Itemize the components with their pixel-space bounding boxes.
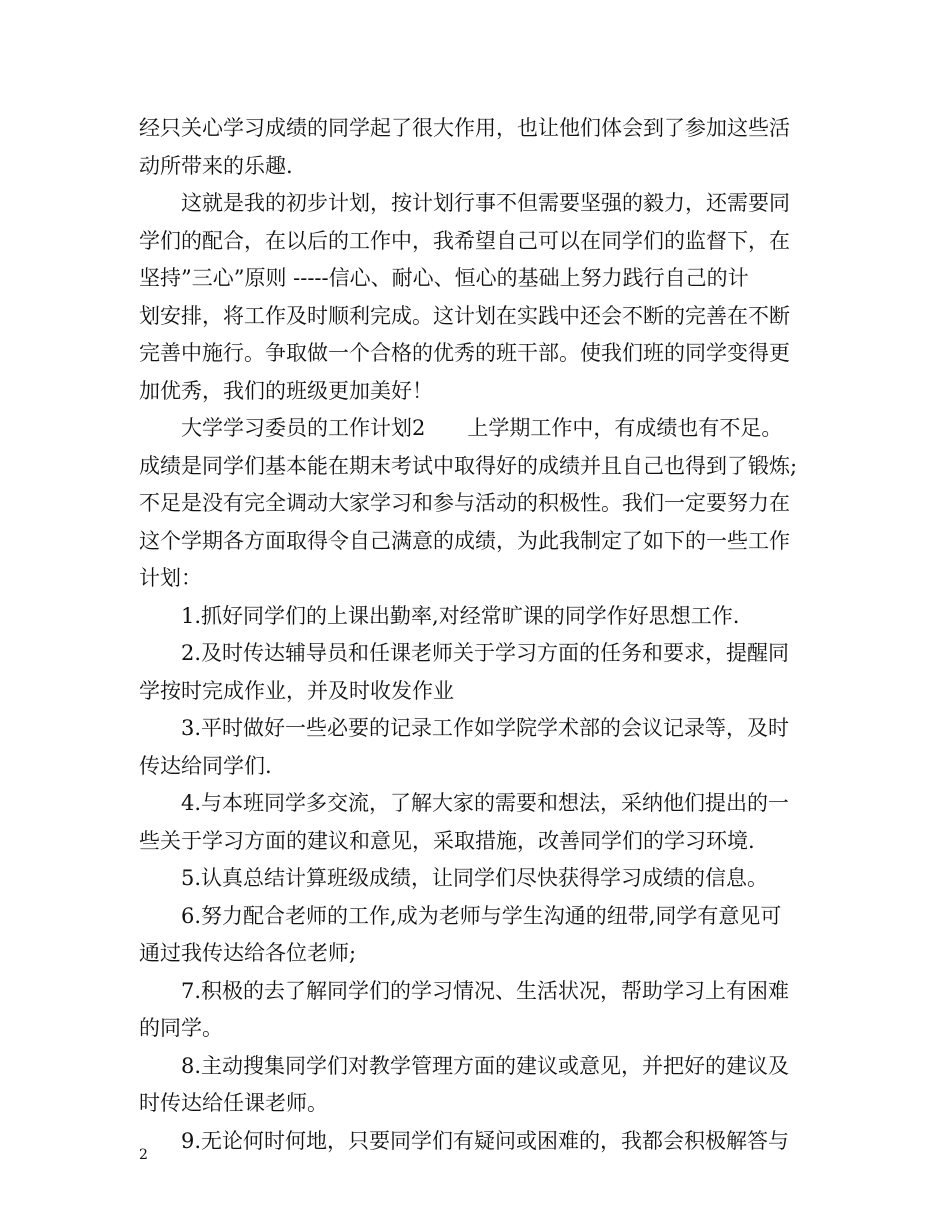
- text-line: 7.积极的去了解同学们的学习情况、生活状况，帮助学习上有困难: [181, 978, 790, 1003]
- text-line: 计划：: [139, 566, 202, 590]
- text-line: 6.努力配合老师的工作,成为老师与学生沟通的纽带,同学有意见可: [181, 903, 782, 928]
- text-line: 4.与本班同学多交流，了解大家的需要和想法，采纳他们提出的一: [181, 791, 790, 815]
- page-number: 2: [139, 1147, 148, 1163]
- text-line: 时传达给任课老师。: [139, 1091, 328, 1115]
- text-line: 8.主动搜集同学们对教学管理方面的建议或意见，并把好的建议及: [181, 1053, 790, 1078]
- text-line: 5.认真总结计算班级成绩，让同学们尽快获得学习成绩的信息。: [181, 866, 769, 890]
- text-line: 加优秀，我们的班级更加美好！: [139, 378, 433, 403]
- text-line: 些关于学习方面的建议和意见，采取措施，改善同学们的学习环境.: [139, 828, 755, 853]
- text-line: 学们的配合，在以后的工作中，我希望自己可以在同学们的监督下，在: [139, 228, 790, 253]
- text-line: 完善中施行。争取做一个合格的优秀的班干部。使我们班的同学变得更: [139, 341, 790, 365]
- document-body: [139, 110, 819, 1160]
- text-line: 3.平时做好一些必要的记录工作如学院学术部的会议记录等，及时: [181, 716, 790, 740]
- text-line: 通过我传达给各位老师;: [139, 941, 357, 965]
- text-line: 2.及时传达辅导员和任课老师关于学习方面的任务和要求，提醒同: [181, 641, 790, 665]
- text-line: 动所带来的乐趣.: [139, 153, 293, 178]
- text-line: 划安排，将工作及时顺利完成。这计划在实践中还会不断的完善在不断: [139, 303, 790, 328]
- text-line: 学按时完成作业，并及时收发作业: [139, 678, 454, 703]
- text-line: 传达给同学们.: [139, 753, 272, 778]
- text-line: 不足是没有完全调动大家学习和参与活动的积极性。我们一定要努力在: [139, 491, 790, 515]
- text-line: 的同学。: [139, 1016, 223, 1040]
- text-line: 1.抓好同学们的上课出勤率,对经常旷课的同学作好思想工作.: [181, 603, 740, 628]
- text-line: 这个学期各方面取得令自己满意的成绩，为此我制定了如下的一些工作: [139, 528, 790, 553]
- text-line: 大学学习委员的工作计划2 上学期工作中，有成绩也有不足。: [181, 416, 783, 440]
- text-line: 坚持”三心”原则 -----信心、耐心、恒心的基础上努力践行自己的计: [139, 266, 749, 290]
- text-line: 9.无论何时何地，只要同学们有疑问或困难的，我都会积极解答与: [181, 1128, 790, 1153]
- text-line: 经只关心学习成绩的同学起了很大作用，也让他们体会到了参加这些活: [139, 116, 790, 140]
- text-line: 这就是我的初步计划，按计划行事不但需要坚强的毅力，还需要同: [181, 191, 790, 215]
- text-line: 成绩是同学们基本能在期末考试中取得好的成绩并且自己也得到了锻炼;: [139, 453, 798, 478]
